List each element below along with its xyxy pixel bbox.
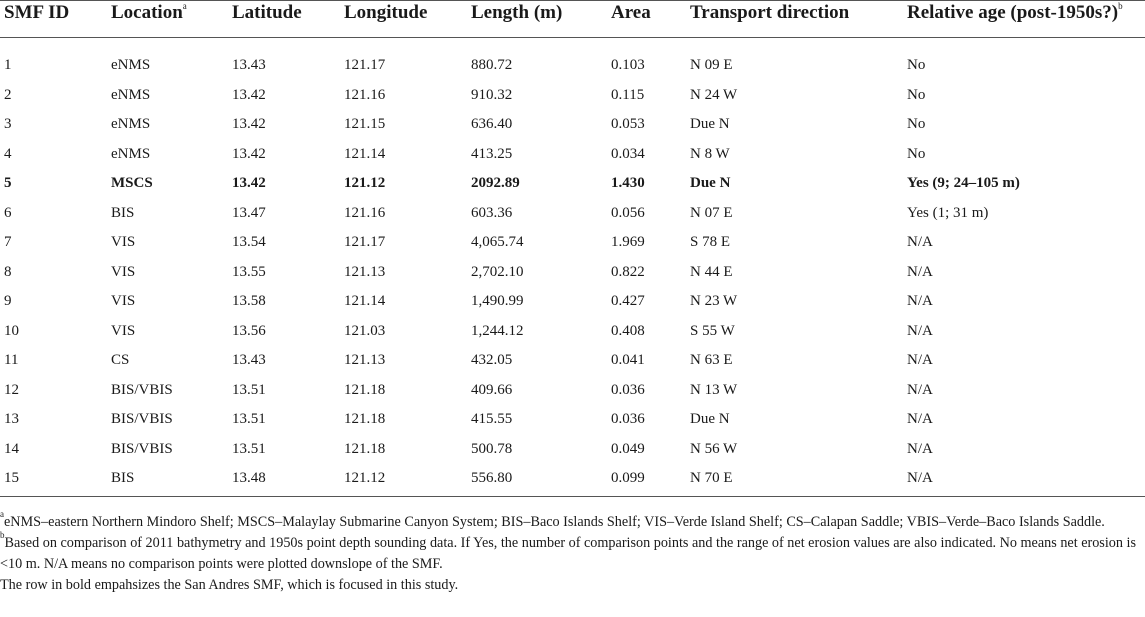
- table-cell: 121.12: [344, 175, 386, 191]
- table-cell: 121.14: [344, 145, 386, 162]
- table-cell: Due N: [690, 116, 730, 132]
- footnote: [0, 530, 1140, 575]
- footnote-text: eNMS–eastern Northern Mindoro Shelf; MSCS–Malaylay Submarine Canyon System; BIS–Baco Islands Shelf; VIS–Verde Island Shelf; CS–Calapan Saddle; VBIS–Verde–Baco Islands Saddle.: [4, 514, 1105, 530]
- table-cell: 15: [4, 470, 19, 486]
- table-cell: 9: [4, 293, 12, 309]
- table-cell: 6: [4, 204, 12, 221]
- table-cell: VIS: [111, 293, 136, 309]
- footnote-text: The row in bold empahsizes the San Andres SMF, which is focused in this study.: [0, 577, 459, 593]
- table-cell: 1,244.12: [471, 322, 524, 339]
- table-cell: VIS: [111, 234, 136, 250]
- table-cell: eNMS: [111, 86, 151, 103]
- table-cell: 4,065.74: [471, 234, 524, 250]
- table-cell: 121.15: [344, 116, 386, 132]
- table-cell: N 44 E: [690, 263, 733, 280]
- table-cell: 13.51: [232, 440, 266, 457]
- table-cell: eNMS: [111, 145, 151, 162]
- table-cell: 121.18: [344, 381, 386, 398]
- table-cell: 432.05: [471, 352, 513, 368]
- table-cell: 13.42: [232, 175, 266, 191]
- table-cell: N 07 E: [690, 204, 733, 221]
- table-row: [0, 376, 1145, 406]
- footnote-marker: b: [0, 530, 5, 540]
- table-cell: BIS/VBIS: [111, 411, 173, 427]
- table-footnotes: [0, 509, 1140, 596]
- column-header: [111, 0, 187, 26]
- footnote: [0, 575, 1140, 596]
- table-cell: 13.42: [232, 86, 266, 103]
- table-cell: CS: [111, 352, 130, 368]
- table-cell: 12: [4, 381, 19, 398]
- table-cell: 2092.89: [471, 175, 520, 191]
- table-cell: N/A: [907, 263, 933, 280]
- table-cell: 500.78: [471, 440, 513, 457]
- table-cell: S 78 E: [690, 234, 731, 250]
- table-cell: 603.36: [471, 204, 513, 221]
- table-cell: 0.427: [611, 293, 645, 309]
- column-header-label: Transport direction: [690, 2, 850, 23]
- table-cell: 0.049: [611, 440, 645, 457]
- table-cell: Due N: [690, 411, 730, 427]
- table-row: [0, 287, 1145, 317]
- footnote-text: Based on comparison of 2011 bathymetry and 1950s point depth sounding data. If Yes, the number of comparison points and the range of net erosion values are also indicated. No means net erosion is <10 m. N/A means no comparison points were plotted downslope of the SMF.: [0, 535, 1136, 572]
- column-header-label: Length (m): [471, 2, 563, 23]
- table-cell: 1.969: [611, 234, 645, 250]
- table-cell: 0.103: [611, 57, 645, 73]
- table-row: [0, 110, 1145, 140]
- table-cell: BIS/VBIS: [111, 440, 173, 457]
- table-body: [0, 51, 1145, 494]
- table-cell: N 70 E: [690, 470, 733, 486]
- table-cell: N 8 W: [690, 145, 730, 162]
- table-cell: 8: [4, 263, 12, 280]
- table-cell: 13.56: [232, 322, 266, 339]
- table-cell: 3: [4, 116, 12, 132]
- table-cell: N 23 W: [690, 293, 738, 309]
- column-header: [232, 0, 302, 26]
- table-cell: 5: [4, 175, 12, 191]
- table-cell: 13.43: [232, 352, 266, 368]
- table-cell: 0.053: [611, 116, 645, 132]
- table-row: [0, 464, 1145, 494]
- table-cell: No: [907, 116, 926, 132]
- table-cell: 0.056: [611, 204, 645, 221]
- table-cell: 0.822: [611, 263, 645, 280]
- table-row: [0, 81, 1145, 111]
- table-cell: Yes (9; 24–105 m): [907, 175, 1020, 191]
- table-cell: 7: [4, 234, 12, 250]
- table-cell: 1,490.99: [471, 293, 524, 309]
- table-cell: MSCS: [111, 175, 153, 191]
- table-cell: 636.40: [471, 116, 513, 132]
- column-header: [690, 0, 849, 26]
- table-cell: eNMS: [111, 116, 151, 132]
- table-cell: Yes (1; 31 m): [907, 204, 989, 221]
- table-header-rule: [0, 37, 1145, 38]
- table-bottom-rule: [0, 496, 1145, 497]
- table-cell: 10: [4, 322, 19, 339]
- table-row: [0, 199, 1145, 229]
- table-cell: N 09 E: [690, 57, 733, 73]
- table-cell: N 63 E: [690, 352, 733, 368]
- table-cell: 0.408: [611, 322, 645, 339]
- table-row: [0, 140, 1145, 170]
- table-cell: 121.12: [344, 470, 386, 486]
- table-cell: 121.13: [344, 263, 386, 280]
- table-cell: 13.55: [232, 263, 266, 280]
- table-cell: N/A: [907, 440, 933, 457]
- table-cell: 121.13: [344, 352, 386, 368]
- table-cell: 13.47: [232, 204, 266, 221]
- table-cell: 0.115: [611, 86, 645, 103]
- table-cell: 0.041: [611, 352, 645, 368]
- table-cell: BIS: [111, 470, 135, 486]
- table-cell: 1.430: [611, 175, 645, 191]
- table-cell: N/A: [907, 352, 933, 368]
- table-cell: N/A: [907, 381, 933, 398]
- table-cell: N/A: [907, 411, 933, 427]
- table-cell: 415.55: [471, 411, 513, 427]
- table-row: [0, 346, 1145, 376]
- table-row: [0, 317, 1145, 347]
- table-cell: 121.17: [344, 57, 386, 73]
- table-cell: 121.17: [344, 234, 386, 250]
- table-cell: 413.25: [471, 145, 513, 162]
- table-row: [0, 435, 1145, 465]
- table-row: [0, 51, 1145, 81]
- table-cell: 409.66: [471, 381, 513, 398]
- table-cell: 13.48: [232, 470, 266, 486]
- table-cell: 121.18: [344, 440, 386, 457]
- footnote-marker: b: [1118, 1, 1123, 11]
- table-cell: N/A: [907, 293, 933, 309]
- table-cell: 1: [4, 57, 12, 73]
- table-cell: No: [907, 86, 926, 103]
- column-header: [4, 0, 69, 26]
- table-cell: S 55 W: [690, 322, 735, 339]
- table-cell: 4: [4, 145, 12, 162]
- column-header-label: Relative age (post-1950s?): [907, 2, 1119, 23]
- table-cell: N/A: [907, 322, 933, 339]
- table-cell: 556.80: [471, 470, 513, 486]
- table-cell: 121.16: [344, 204, 386, 221]
- table-cell: 121.14: [344, 293, 386, 309]
- column-header: [611, 0, 651, 26]
- table-cell: 880.72: [471, 57, 513, 73]
- table-cell: 13.51: [232, 381, 266, 398]
- column-header: [471, 0, 562, 26]
- table-cell: 13: [4, 411, 19, 427]
- footnote-marker: a: [0, 509, 4, 519]
- table-cell: N 24 W: [690, 86, 738, 103]
- column-header-label: SMF ID: [4, 2, 70, 23]
- table-cell: 0.036: [611, 381, 645, 398]
- table-row: [0, 169, 1145, 199]
- column-header-label: Longitude: [344, 2, 428, 23]
- table-cell: BIS/VBIS: [111, 381, 173, 398]
- column-header-label: Location: [111, 2, 183, 23]
- table-cell: 13.42: [232, 145, 266, 162]
- table-cell: BIS: [111, 204, 135, 221]
- table-cell: 13.42: [232, 116, 266, 132]
- table-cell: No: [907, 145, 926, 162]
- column-header: [344, 0, 427, 26]
- table-cell: 13.43: [232, 57, 266, 73]
- table-cell: Due N: [690, 175, 731, 191]
- table-cell: 910.32: [471, 86, 513, 103]
- table-cell: 0.034: [611, 145, 645, 162]
- footnote: [0, 509, 1140, 533]
- column-header-label: Latitude: [232, 2, 302, 23]
- table-cell: 13.54: [232, 234, 266, 250]
- table-cell: 121.18: [344, 411, 386, 427]
- table-cell: N/A: [907, 470, 933, 486]
- table-cell: 14: [4, 440, 19, 457]
- table-row: [0, 228, 1145, 258]
- table-cell: VIS: [111, 263, 136, 280]
- table-cell: 11: [4, 352, 19, 368]
- table-cell: 121.16: [344, 86, 386, 103]
- table-cell: N 13 W: [690, 381, 738, 398]
- column-header: [907, 0, 1123, 26]
- column-header-label: Area: [611, 2, 651, 23]
- table-cell: 0.036: [611, 411, 645, 427]
- table-cell: 13.51: [232, 411, 266, 427]
- table-cell: VIS: [111, 322, 136, 339]
- table-cell: eNMS: [111, 57, 151, 73]
- table-cell: 2,702.10: [471, 263, 524, 280]
- table-cell: 13.58: [232, 293, 266, 309]
- table-row: [0, 405, 1145, 435]
- table-cell: No: [907, 57, 926, 73]
- table-cell: 121.03: [344, 322, 386, 339]
- table-cell: 0.099: [611, 470, 645, 486]
- table-cell: 2: [4, 86, 12, 103]
- table-cell: N/A: [907, 234, 933, 250]
- table-cell: N 56 W: [690, 440, 738, 457]
- footnote-marker: a: [182, 1, 187, 11]
- table-row: [0, 258, 1145, 288]
